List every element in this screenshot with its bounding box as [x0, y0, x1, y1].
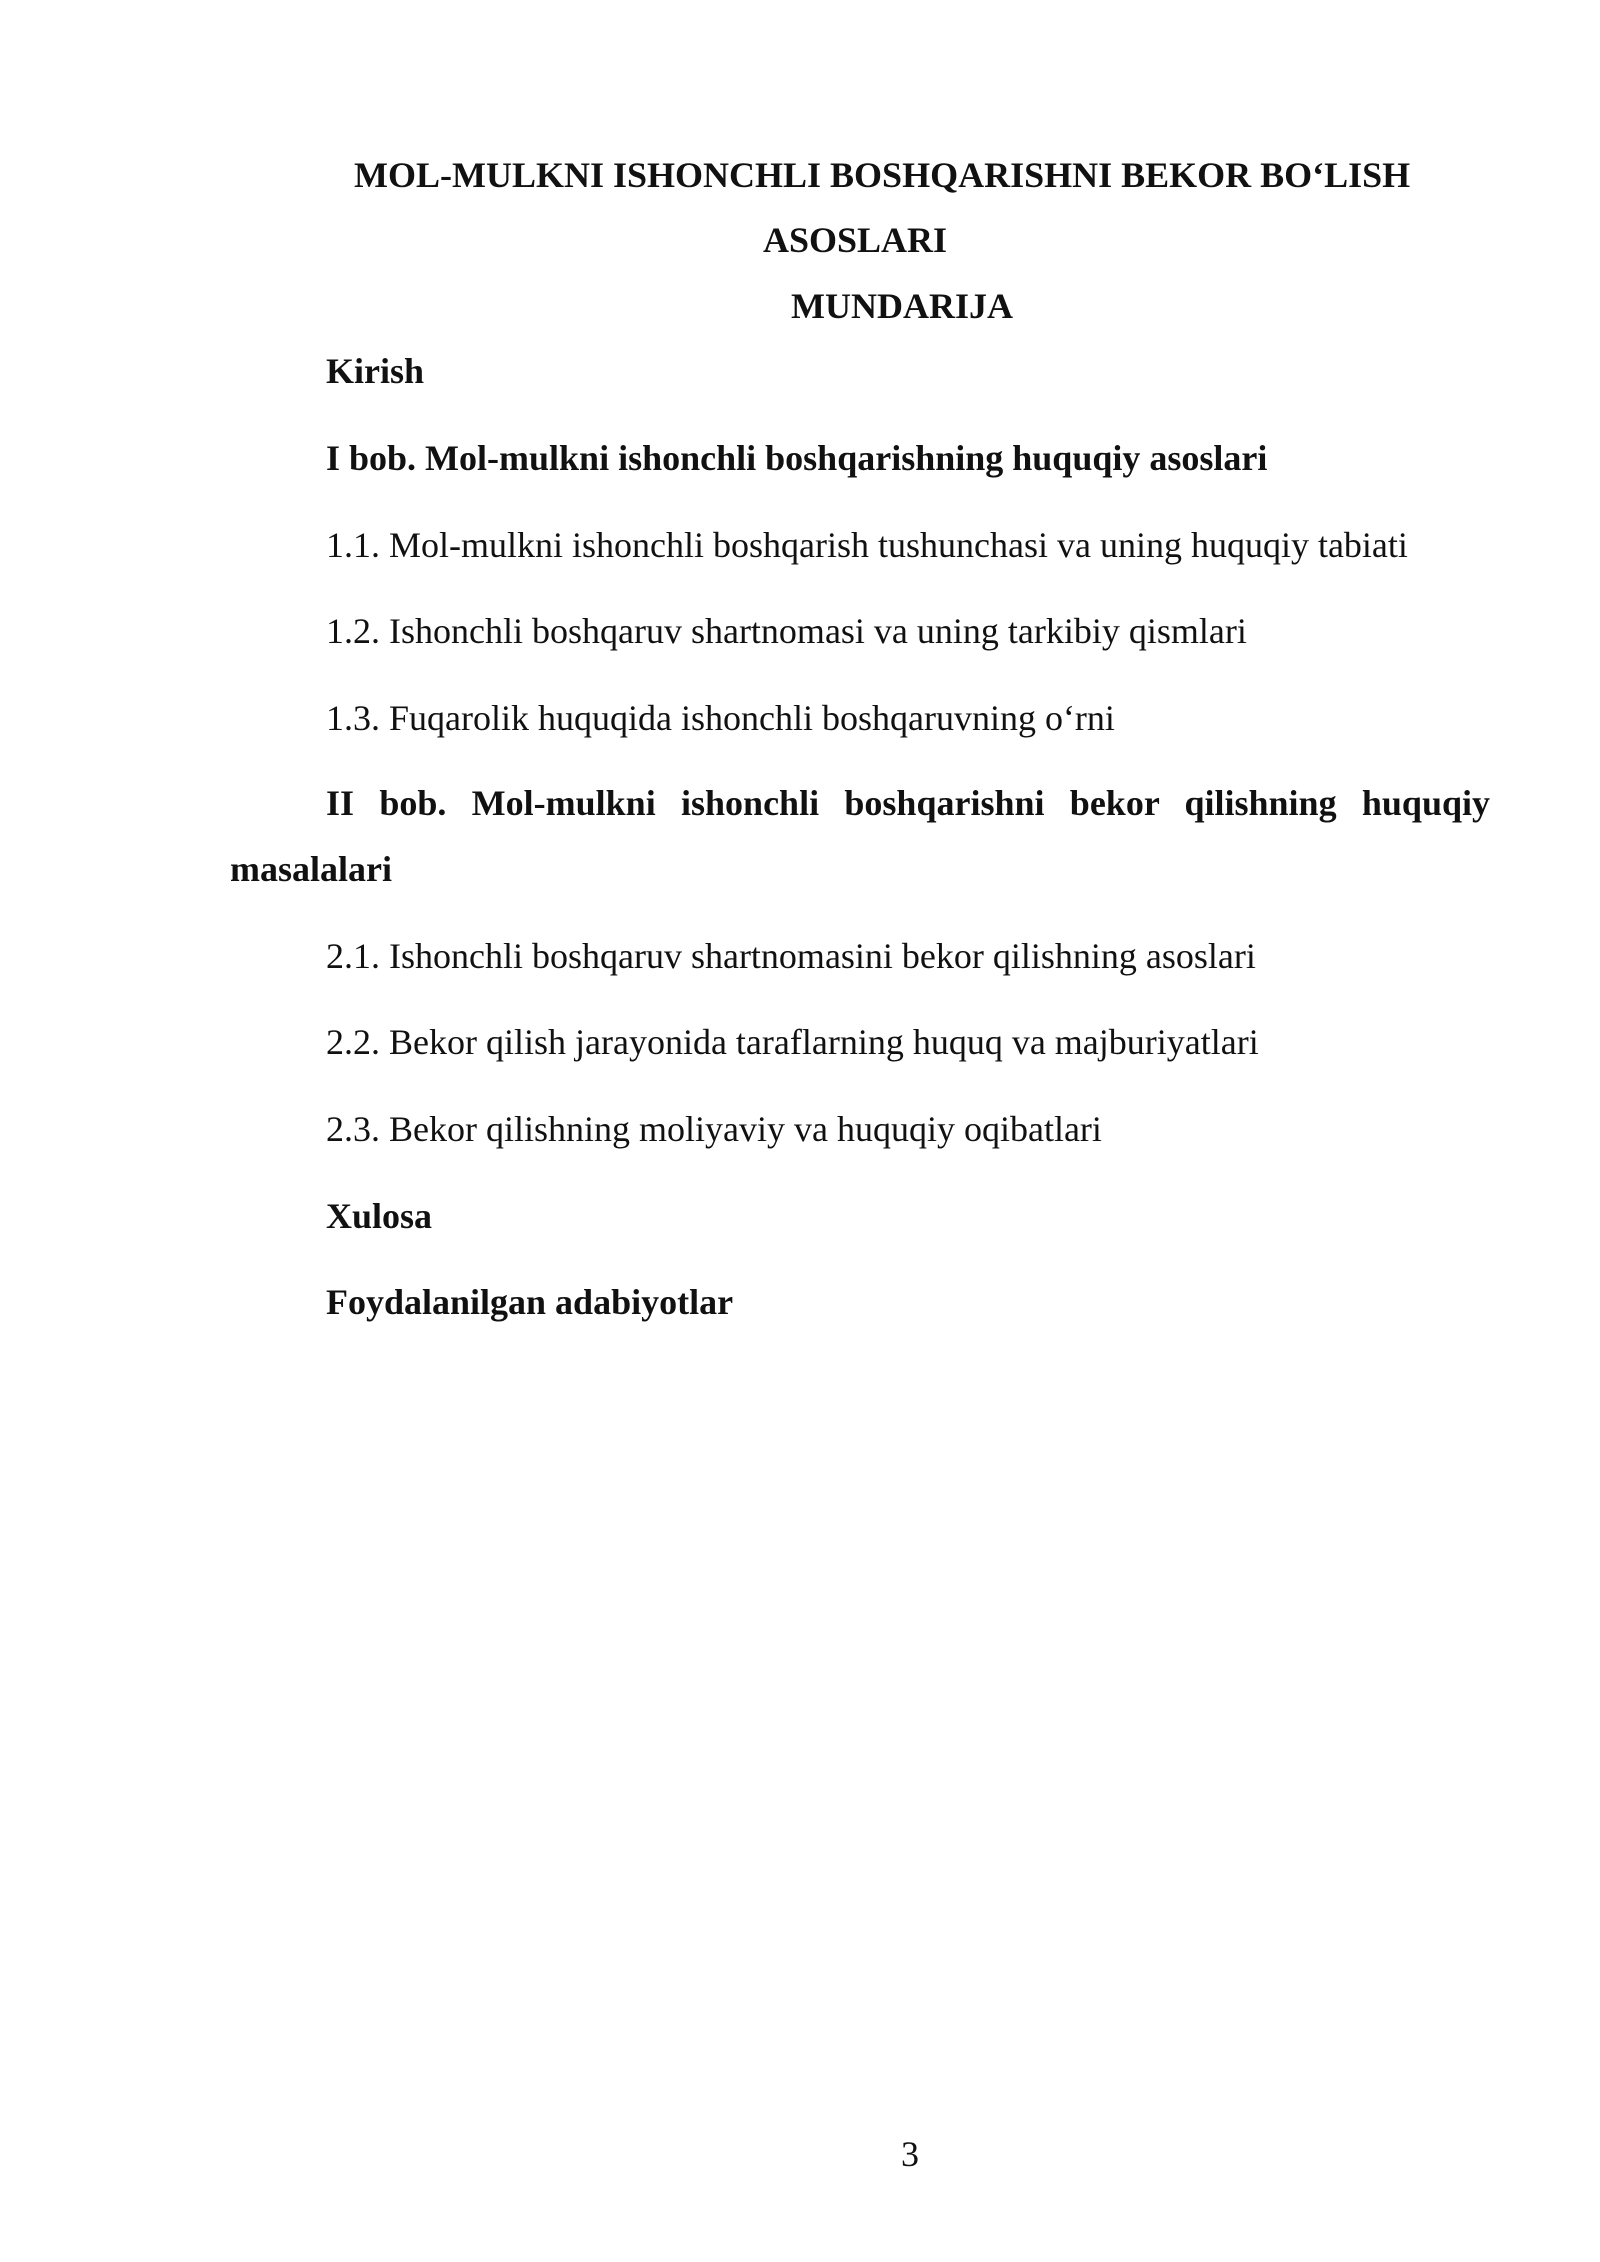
toc-item-2-2: 2.2. Bekor qilish jarayonida taraflarning huquq va majburiyatlari [326, 1022, 1259, 1062]
toc-references: Foydalanilgan adabiyotlar [326, 1282, 734, 1322]
document-title-line-1: MOL-MULKNI ISHONCHLI BOSHQARISHNI BEKOR BO‘LISH [354, 155, 1411, 195]
toc-chapter-2-line-1: II bob. Mol-mulkni ishonchli boshqarishni bekor qilishning huquqiy [326, 783, 1490, 823]
toc-item-2-3: 2.3. Bekor qilishning moliyaviy va huquqiy oqibatlari [326, 1109, 1102, 1149]
document-title-line-2: ASOSLARI [763, 220, 948, 260]
toc-item-1-2: 1.2. Ishonchli boshqaruv shartnomasi va uning tarkibiy qismlari [326, 611, 1247, 651]
toc-chapter-2-line-2: masalalari [230, 849, 392, 889]
contents-heading: MUNDARIJA [791, 286, 1013, 326]
toc-conclusion: Xulosa [326, 1196, 433, 1236]
toc-item-2-1: 2.1. Ishonchli boshqaruv shartnomasini bekor qilishning asoslari [326, 936, 1256, 976]
toc-introduction: Kirish [326, 351, 425, 391]
toc-item-1-3: 1.3. Fuqarolik huquqida ishonchli boshqaruvning o‘rni [326, 698, 1115, 738]
toc-item-1-1: 1.1. Mol-mulkni ishonchli boshqarish tushunchasi va uning huquqiy tabiati [326, 525, 1408, 565]
page-number: 3 [901, 2134, 919, 2174]
toc-chapter-1: I bob. Mol-mulkni ishonchli boshqarishning huquqiy asoslari [326, 438, 1268, 478]
